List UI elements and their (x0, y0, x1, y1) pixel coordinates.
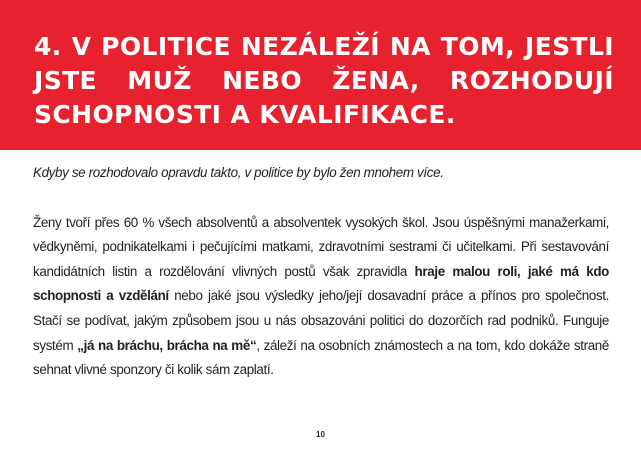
emphasis-skills: hraje malou roli, jaké má kdo schopnosti a vzdělání (33, 263, 609, 304)
body-text-part-2: nebo jaké jsou výsledky jeho/její dosavadní práce a přínos pro společnost. Stačí se podívat, jakým způsobem jsou u nás obsazováni politici do dozorčích rad podniků. Funguje systém (33, 288, 610, 353)
emphasis-quote: „já na bráchu, brácha na mě“ (77, 337, 257, 353)
body-text-part-3: , záleží na osobních známostech a na tom, kdo dokáže straně sehnat vlivné sponzory či kolik sám zaplatí. (33, 337, 609, 378)
intro-text: Kdyby se rozhodovalo opravdu takto, v politice by bylo žen mnohem více. (33, 165, 444, 180)
page-title: 4. V POLITICE NEZÁLEŽÍ NA TOM, JESTLI JSTE MUŽ NEBO ŽENA, ROZHODUJÍ SCHOPNOSTI A KVALIFIKACE. (34, 32, 614, 129)
header-banner (0, 0, 641, 150)
main-content (33, 161, 609, 383)
page-number: 10 (316, 430, 325, 439)
body-paragraph (33, 211, 609, 383)
body-text-part-1: Ženy tvoří přes 60 % všech absolventů a absolventek vysokých škol. Jsou úspěšnými manažerkami, vědkyněmi, podnikatelkami i pečujícími matkami, zdravotními sestrami či učitelkami. Při sestavování kandidátních listin a rozdělování vlivných postů však zpravidla (33, 214, 609, 279)
